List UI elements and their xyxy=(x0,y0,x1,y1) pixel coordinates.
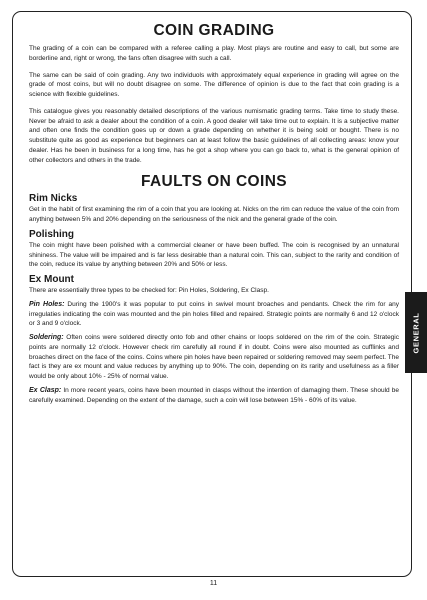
soldering-lead: Soldering: xyxy=(29,334,64,341)
ex-mount-heading: Ex Mount xyxy=(29,274,74,285)
ex-clasp-paragraph xyxy=(29,386,399,406)
grading-paragraph-3: This catalogue gives you reasonably detailed descriptions of the various numismatic grading terms. Take time to study these. Never be afraid to ask a dealer about the condition of a coin. A good dealer will take time out to explain. It is a subjective matter and often one finds the condition goes up or down a grade depending on whether it is being sold or bought. There is no substitute quite as good as experience but beginners can at least follow the basic guidelines of all collecting areas: know your dealer. Has he been in business for a long time, has he got a shop where you can go back to, what is the general opinion of other collectors and others in the trade. xyxy=(29,107,399,164)
page-number: 11 xyxy=(209,580,218,587)
soldering-text: Often coins were soldered directly onto fob and other chains or loops soldered on the rim of the coin. Strategic points are normally 12 o'clock. However check rim carefully all round if in doubt. Coins were also mounted as cufflinks and broaches direct on the face of the coins. Coins where pin holes have been repaired or soldering removed may seem perfect. The fact is they are ex mount and value reduces by anything up to 90%. The coin, depending on its rarity and usefulness as a filler would be only about 10% - 25% of normal value. xyxy=(29,334,399,380)
grading-paragraph-1: The grading of a coin can be compared with a referee calling a play. Most plays are routine and easy to call, but some are borderline and, right or wrong, the fans often disagree with such a call. xyxy=(29,45,399,62)
ex-mount-intro: There are essentially three types to be checked for: Pin Holes, Soldering, Ex Clasp. xyxy=(29,287,269,294)
grading-paragraph-2: The same can be said of coin grading. Any two individuols with approximately equal experience in grading will agree on the grade of most coins, but will no doubt disagree on some. The difference of opinion is due to the fact that coin grading is a science with flexible guidelines. xyxy=(29,71,399,98)
ex-clasp-lead: Ex Clasp: xyxy=(29,386,62,394)
pin-holes-text: During the 1900's it was popular to put coins in swivel mount broaches and pendants. Check the rim for any irregulaties indicating the coin was mounted and the pin holes filled and repaired. Strategic points are normally 6 and 12 o'clock or 3 and 9 o'clock. xyxy=(29,300,399,328)
polishing-heading: Polishing xyxy=(29,228,74,240)
section-tab-label: GENERAL xyxy=(411,312,421,353)
rim-nicks-text: Get in the habit of first examining the rim of a coin that you are looking at. Nicks on the rim can reduce the value of the coin from anything between 5% and 20% depending on the seriousness of the nick and the general grade of the coin. xyxy=(29,206,399,223)
pin-holes-paragraph xyxy=(29,300,399,329)
pin-holes-lead: Pin Holes: xyxy=(29,300,65,308)
faults-title: FAULTS ON COINS xyxy=(140,173,288,191)
article-body xyxy=(29,21,399,409)
soldering-paragraph xyxy=(29,333,399,382)
page-title: COIN GRADING xyxy=(153,22,275,39)
section-tab xyxy=(405,292,427,373)
ex-clasp-text: In more recent years, coins have been mounted in clasps without the intention of damaging them. These should be carefully examined. Depending on the extent of the damage, such a coin will lose between 15% - 60% of its value. xyxy=(29,386,399,404)
rim-nicks-heading: Rim Nicks xyxy=(29,193,78,205)
polishing-text: The coin might have been polished with a commercial cleaner or have been buffed. The coin is recognised by an unnatural shininess. The value will be impaired and is far less desirable than a natural coin. This can, subject to the rarity and condition of the coin, reduce its value by anything between 20% and 50% or less. xyxy=(29,241,399,269)
